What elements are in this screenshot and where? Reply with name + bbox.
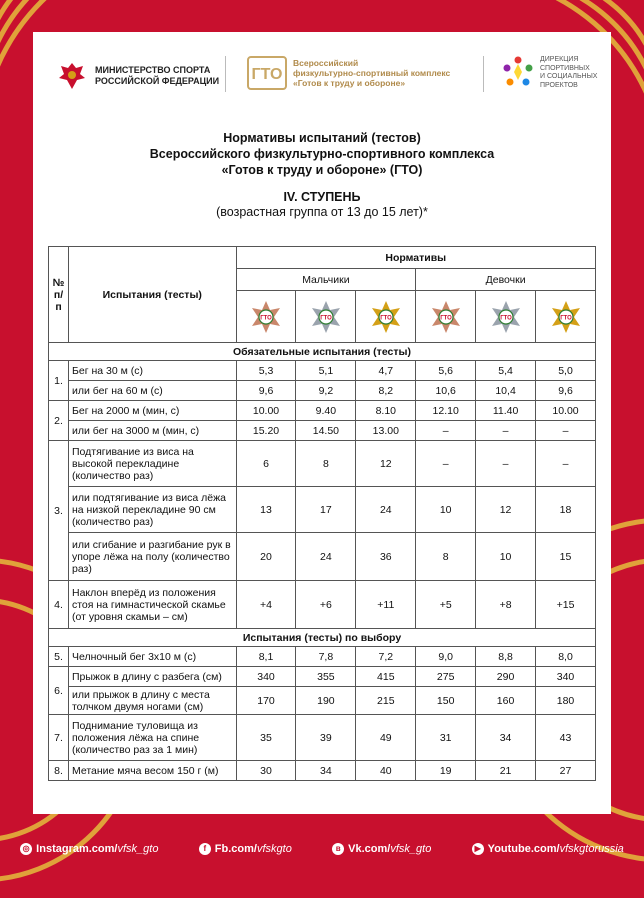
norm-value: 160 — [476, 687, 536, 715]
norm-value: 8 — [296, 441, 356, 487]
youtube-icon: ▶ — [472, 843, 484, 855]
facebook-icon: f — [199, 843, 211, 855]
ministry-line1: МИНИСТЕРСТВО СПОРТА — [95, 65, 211, 75]
social-links — [0, 836, 644, 862]
badge-cell — [296, 291, 356, 343]
document-title — [33, 130, 611, 220]
badge-cell — [536, 291, 596, 343]
test-name: Бег на 2000 м (мин, с) — [68, 401, 236, 421]
ministry-line2: РОССИЙСКОЙ ФЕДЕРАЦИИ — [95, 76, 220, 86]
norm-value: – — [416, 421, 476, 441]
badge-label: ГТО — [499, 315, 512, 321]
norms-table — [48, 246, 596, 781]
youtube-handle: vfskgtorussia — [559, 843, 624, 855]
norm-value: 275 — [416, 667, 476, 687]
test-name: Поднимание туловища из положения лёжа на спине (количество раз за 1 мин) — [68, 715, 236, 761]
norm-value: 36 — [356, 533, 416, 581]
norm-value: 35 — [236, 715, 296, 761]
norm-value: 13.00 — [356, 421, 416, 441]
boys-header: Мальчики — [236, 269, 416, 291]
title-line1: Нормативы испытаний (тестов) — [223, 131, 421, 145]
vk-handle: vfsk_gto — [390, 843, 432, 855]
norm-value: 5,6 — [416, 361, 476, 381]
norm-value: +8 — [476, 581, 536, 629]
norm-value: 20 — [236, 533, 296, 581]
badge-label: ГТО — [260, 315, 272, 321]
norm-value: 10 — [476, 533, 536, 581]
row-number: 5. — [49, 647, 69, 667]
badge-label: ГТО — [559, 315, 572, 321]
norm-value: 8,1 — [236, 647, 296, 667]
dir-line1: ДИРЕКЦИЯ — [540, 56, 579, 63]
row-number: 4. — [49, 581, 69, 629]
table-row — [49, 381, 596, 401]
norm-value: 34 — [296, 761, 356, 781]
norm-value: +6 — [296, 581, 356, 629]
norm-value: 12 — [476, 487, 536, 533]
norm-value: 43 — [536, 715, 596, 761]
table-row — [49, 361, 596, 381]
facebook-prefix: Fb.com/ — [214, 843, 257, 855]
gto-logo — [247, 56, 450, 90]
test-name: Наклон вперёд из положения стоя на гимнастической скамье (от уровня скамьи – см) — [68, 581, 236, 629]
norm-value: 9,2 — [296, 381, 356, 401]
test-name: Прыжок в длину с разбега (см) — [68, 667, 236, 687]
norm-value: +5 — [416, 581, 476, 629]
norm-value: 15 — [536, 533, 596, 581]
norm-value: 9,0 — [416, 647, 476, 667]
test-name: или прыжок в длину с места толчком двумя ногами (см) — [68, 687, 236, 715]
norm-value: 19 — [416, 761, 476, 781]
norm-value: 215 — [356, 687, 416, 715]
youtube-prefix: Youtube.com/ — [487, 843, 560, 855]
stage-title: IV. СТУПЕНЬ — [283, 190, 361, 204]
norms-sheet — [33, 32, 611, 814]
gto-badge-icon — [429, 300, 463, 334]
badge-label: ГТО — [439, 315, 452, 321]
row-number: 8. — [49, 761, 69, 781]
test-name: Бег на 30 м (с) — [68, 361, 236, 381]
norm-value: 5,0 — [536, 361, 596, 381]
test-name: или подтягивание из виса лёжа на низкой перекладине 90 см (количество раз) — [68, 487, 236, 533]
section-header: Обязательные испытания (тесты) — [49, 343, 596, 361]
norm-value: 10,4 — [476, 381, 536, 401]
ministry-logo — [57, 60, 219, 92]
instagram-icon: ◎ — [20, 843, 32, 855]
instagram-link[interactable] — [20, 843, 158, 855]
dir-line2: СПОРТИВНЫХ — [540, 64, 590, 72]
norm-value: 9.40 — [296, 401, 356, 421]
table-row — [49, 421, 596, 441]
norm-value: 8 — [416, 533, 476, 581]
table-row — [49, 487, 596, 533]
gto-line1: Всероссийский — [293, 58, 359, 68]
norm-value: 34 — [476, 715, 536, 761]
test-name: или бег на 3000 м (мин, с) — [68, 421, 236, 441]
table-row — [49, 533, 596, 581]
test-name: или бег на 60 м (с) — [68, 381, 236, 401]
norm-value: 21 — [476, 761, 536, 781]
row-number: 6. — [49, 667, 69, 715]
norm-value: 12 — [356, 441, 416, 487]
norm-value: 17 — [296, 487, 356, 533]
norm-value: 4,7 — [356, 361, 416, 381]
norm-value: – — [416, 441, 476, 487]
girls-header: Девочки — [416, 269, 596, 291]
row-number: 1. — [49, 361, 69, 401]
norm-value: 9,6 — [536, 381, 596, 401]
dir-line4: ПРОЕКТОВ — [540, 81, 578, 89]
youtube-link[interactable] — [472, 843, 624, 855]
header-logos — [33, 32, 611, 112]
table-row — [49, 761, 596, 781]
age-group: (возрастная группа от 13 до 15 лет)* — [216, 205, 428, 219]
facebook-link[interactable] — [199, 843, 292, 855]
norm-value: 30 — [236, 761, 296, 781]
col-num-header: № п/п — [49, 247, 69, 343]
norm-value: 10 — [416, 487, 476, 533]
norm-value: 27 — [536, 761, 596, 781]
gto-line2: физкультурно-спортивный комплекс — [293, 68, 451, 78]
norm-value: 18 — [536, 487, 596, 533]
norm-value: 9,6 — [236, 381, 296, 401]
gto-badge-icon — [549, 300, 583, 334]
norm-value: – — [536, 421, 596, 441]
badge-label: ГТО — [379, 315, 392, 321]
title-line3: «Готов к труду и обороне» (ГТО) — [221, 163, 423, 177]
norm-value: 10.00 — [236, 401, 296, 421]
norm-value: 13 — [236, 487, 296, 533]
gto-mark-text: ГТО — [251, 66, 283, 83]
norm-value: +15 — [536, 581, 596, 629]
badge-cell — [476, 291, 536, 343]
norm-value: – — [476, 421, 536, 441]
norm-value: 170 — [236, 687, 296, 715]
instagram-handle: vfsk_gto — [117, 843, 159, 855]
table-row — [49, 667, 596, 687]
directorate-logo — [501, 54, 597, 92]
norm-value: 7,8 — [296, 647, 356, 667]
norm-value: +4 — [236, 581, 296, 629]
norm-value: 180 — [536, 687, 596, 715]
norm-value: 11.40 — [476, 401, 536, 421]
test-name: Подтягивание из виса на высокой перекладине (количество раз) — [68, 441, 236, 487]
eagle-emblem-icon — [57, 60, 87, 92]
facebook-handle: vfskgto — [256, 843, 292, 855]
norm-value: 10,6 — [416, 381, 476, 401]
table-row — [49, 647, 596, 667]
norm-value: 39 — [296, 715, 356, 761]
norm-value: 8.10 — [356, 401, 416, 421]
norm-value: 5,4 — [476, 361, 536, 381]
instagram-prefix: Instagram.com/ — [36, 843, 118, 855]
dir-line3: И СОЦИАЛЬНЫХ — [540, 73, 598, 80]
norm-value: 12.10 — [416, 401, 476, 421]
badge-cell — [356, 291, 416, 343]
title-line2: Всероссийского физкультурно-спортивного комплекса — [149, 147, 495, 161]
gto-badge-icon — [309, 300, 343, 334]
section-header: Испытания (тесты) по выбору — [49, 629, 596, 647]
norm-value: 8,2 — [356, 381, 416, 401]
norm-value: 340 — [236, 667, 296, 687]
norm-value: 290 — [476, 667, 536, 687]
norm-value: 8,8 — [476, 647, 536, 667]
table-row — [49, 715, 596, 761]
norm-value: 5,1 — [296, 361, 356, 381]
table-row — [49, 401, 596, 421]
row-number: 7. — [49, 715, 69, 761]
badge-cell — [236, 291, 296, 343]
norm-value: 340 — [536, 667, 596, 687]
norm-value: +11 — [356, 581, 416, 629]
norm-value: 355 — [296, 667, 356, 687]
norm-value: 14.50 — [296, 421, 356, 441]
norm-value: 190 — [296, 687, 356, 715]
test-name: Челночный бег 3x10 м (с) — [68, 647, 236, 667]
table-row — [49, 441, 596, 487]
col-norms-header: Нормативы — [236, 247, 595, 269]
divider — [225, 56, 226, 92]
norm-value: 24 — [356, 487, 416, 533]
norm-value: 5,3 — [236, 361, 296, 381]
norm-value: 40 — [356, 761, 416, 781]
row-number: 3. — [49, 441, 69, 581]
table-row — [49, 581, 596, 629]
norm-value: 6 — [236, 441, 296, 487]
vk-icon: в — [332, 843, 344, 855]
norm-value: 49 — [356, 715, 416, 761]
norm-value: 15.20 — [236, 421, 296, 441]
norm-value: – — [476, 441, 536, 487]
star-figures-icon — [501, 54, 535, 92]
gto-badge-icon — [369, 300, 403, 334]
norm-value: 31 — [416, 715, 476, 761]
row-number: 2. — [49, 401, 69, 441]
norm-value: 24 — [296, 533, 356, 581]
norm-value: 7,2 — [356, 647, 416, 667]
divider — [483, 56, 484, 92]
vk-link[interactable] — [332, 843, 431, 855]
norm-value: – — [536, 441, 596, 487]
badge-label: ГТО — [320, 315, 332, 321]
norm-value: 8,0 — [536, 647, 596, 667]
norm-value: 10.00 — [536, 401, 596, 421]
norm-value: 150 — [416, 687, 476, 715]
test-name: Метание мяча весом 150 г (м) — [68, 761, 236, 781]
vk-prefix: Vk.com/ — [348, 843, 391, 855]
test-name: или сгибание и разгибание рук в упоре лёжа на полу (количество раз) — [68, 533, 236, 581]
gto-mark-icon — [247, 56, 287, 90]
badge-cell — [416, 291, 476, 343]
norm-value: 415 — [356, 667, 416, 687]
gto-line3: «Готов к труду и обороне» — [293, 78, 406, 88]
col-test-header: Испытания (тесты) — [68, 247, 236, 343]
gto-badge-icon — [489, 300, 523, 334]
gto-badge-icon — [249, 300, 283, 334]
table-row — [49, 687, 596, 715]
